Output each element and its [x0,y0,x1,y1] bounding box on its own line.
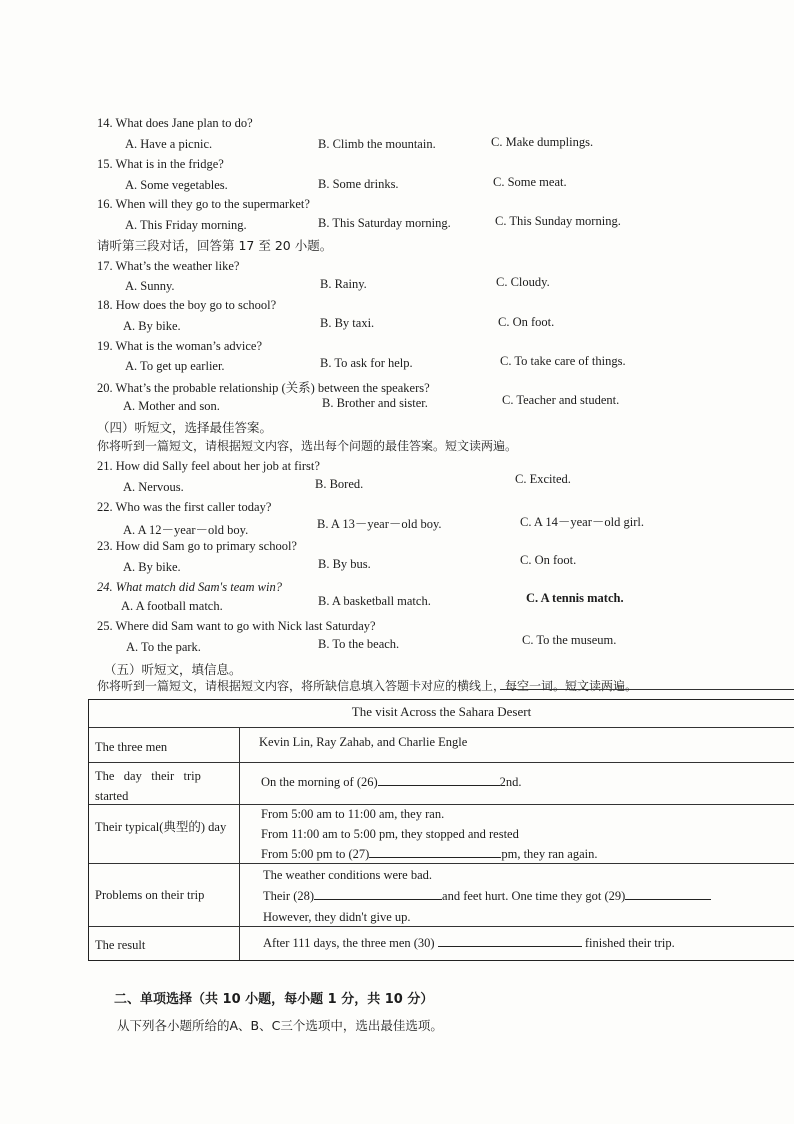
table-title: The visit Across the Sahara Desert [351,704,532,719]
option-20b: B. Brother and sister. [322,396,428,410]
question-24: 24. What match did Sam's team win? [97,580,282,594]
problems-line-3: However, they didn't give up. [263,910,411,924]
option-19a: A. To get up earlier. [125,359,225,373]
option-14b: B. Climb the mountain. [318,137,436,151]
option-18a: A. By bike. [123,319,181,333]
row-label-problems: Problems on their trip [95,888,205,902]
option-20c: C. Teacher and student. [502,393,620,407]
option-18c: C. On foot. [498,315,555,329]
question-15: 15. What is in the fridge? [97,157,224,171]
row-label-trip-start: The day their trip started [95,769,204,803]
row-value-typical-day [261,804,598,864]
problems-text: Their (28) [263,889,315,903]
question-16: 16. When will they go to the supermarket? [97,197,310,211]
option-15c: C. Some meat. [493,175,567,189]
blank-27[interactable] [369,856,501,858]
blank-29[interactable] [625,898,711,900]
typical-day-line-3 [261,844,598,864]
question-17: 17. What’s the weather like? [97,259,240,273]
option-21a: A. Nervous. [123,480,184,494]
option-21b: B. Bored. [315,477,364,491]
option-24a: A. A football match. [121,599,223,613]
blank-28[interactable] [314,898,442,900]
option-19b: B. To ask for help. [320,356,413,370]
typical-day-suffix: pm, they ran again. [501,847,598,861]
typical-day-line-2: From 11:00 am to 5:00 pm, they stopped and rested [261,827,519,841]
option-16b: B. This Saturday morning. [318,216,451,230]
option-15a: A. Some vegetables. [125,178,228,192]
option-25a: A. To the park. [126,640,201,654]
option-20a: A. Mother and son. [123,399,220,413]
row-label-typical-day: Their typical(典型的) day [95,820,227,834]
problems-line-1: The weather conditions were bad. [263,868,433,882]
option-22b: B. A 13－year－old boy. [317,517,442,531]
section5-description: 你将听到一篇短文，请根据短文内容，将所缺信息填入答题卡对应的横线上，每空一词。短文读两遍。 [97,679,638,693]
option-24b: B. A basketball match. [318,594,431,608]
row-value-problems [263,865,711,928]
option-17a: A. Sunny. [125,279,175,293]
option-17b: B. Rainy. [320,277,367,291]
section4-title: （四）听短文，选择最佳答案。 [97,420,273,435]
problems-line-2 [263,886,711,907]
option-23b: B. By bus. [318,557,371,571]
result-suffix: finished their trip. [584,936,675,950]
question-14: 14. What does Jane plan to do? [97,116,253,130]
problems-text-mid: and feet hurt. One time they got (29) [442,889,626,903]
question-23: 23. How did Sam go to primary school? [97,539,297,553]
divider-line [500,689,794,690]
question-25: 25. Where did Sam want to go with Nick last Saturday? [97,619,376,633]
blank-30[interactable] [438,945,582,947]
question-21: 21. How did Sally feel about her job at first? [97,459,320,473]
typical-day-text: From 5:00 pm to (27) [261,847,370,861]
option-22c: C. A 14－year－old girl. [520,515,644,529]
question-18: 18. How does the boy go to school? [97,298,277,312]
option-25b: B. To the beach. [318,637,400,651]
info-table [88,699,794,961]
option-14c: C. Make dumplings. [491,135,594,149]
option-17c: C. Cloudy. [496,275,550,289]
section2-description: 从下列各小题所给的A、B、C三个选项中，选出最佳选项。 [117,1018,443,1033]
row-value-three-men: Kevin Lin, Ray Zahab, and Charlie Engle [259,735,468,749]
option-22a: A. A 12－year－old boy. [123,523,249,537]
blank-26[interactable] [378,784,500,786]
table-row-divider [89,727,794,728]
option-19c: C. To take care of things. [500,354,626,368]
option-16a: A. This Friday morning. [125,218,247,232]
option-16c: C. This Sunday morning. [495,214,621,228]
option-14a: A. Have a picnic. [125,137,213,151]
option-18b: B. By taxi. [320,316,375,330]
section4-description: 你将听到一篇短文，请根据短文内容，选出每个问题的最佳答案。短文读两遍。 [97,439,518,453]
option-24c: C. A tennis match. [526,591,624,605]
result-text: After 111 days, the three men (30) [263,936,435,950]
trip-start-suffix: 2nd. [499,775,522,789]
question-22: 22. Who was the first caller today? [97,500,272,514]
table-column-divider [239,727,240,960]
question-19: 19. What is the woman’s advice? [97,339,263,353]
row-value-trip-start [261,775,522,790]
section3-instruction: 请听第三段对话，回答第 17 至 20 小题。 [97,238,333,253]
option-23c: C. On foot. [520,553,577,567]
trip-start-text: On the morning of (26) [261,775,378,789]
section5-title: （五）听短文，填信息。 [104,662,242,677]
row-value-result [263,936,675,951]
row-label-result: The result [95,938,146,952]
option-21c: C. Excited. [515,472,571,486]
option-15b: B. Some drinks. [318,177,399,191]
row-label-three-men: The three men [95,740,168,754]
option-23a: A. By bike. [123,560,181,574]
table-row-divider [89,762,794,763]
question-20: 20. What’s the probable relationship (关系) between the speakers? [97,381,430,395]
option-25c: C. To the museum. [522,633,617,647]
typical-day-line-1: From 5:00 am to 11:00 am, they ran. [261,807,445,821]
section2-title: 二、单项选择（共 10 小题，每小题 1 分，共 10 分） [114,992,434,1007]
